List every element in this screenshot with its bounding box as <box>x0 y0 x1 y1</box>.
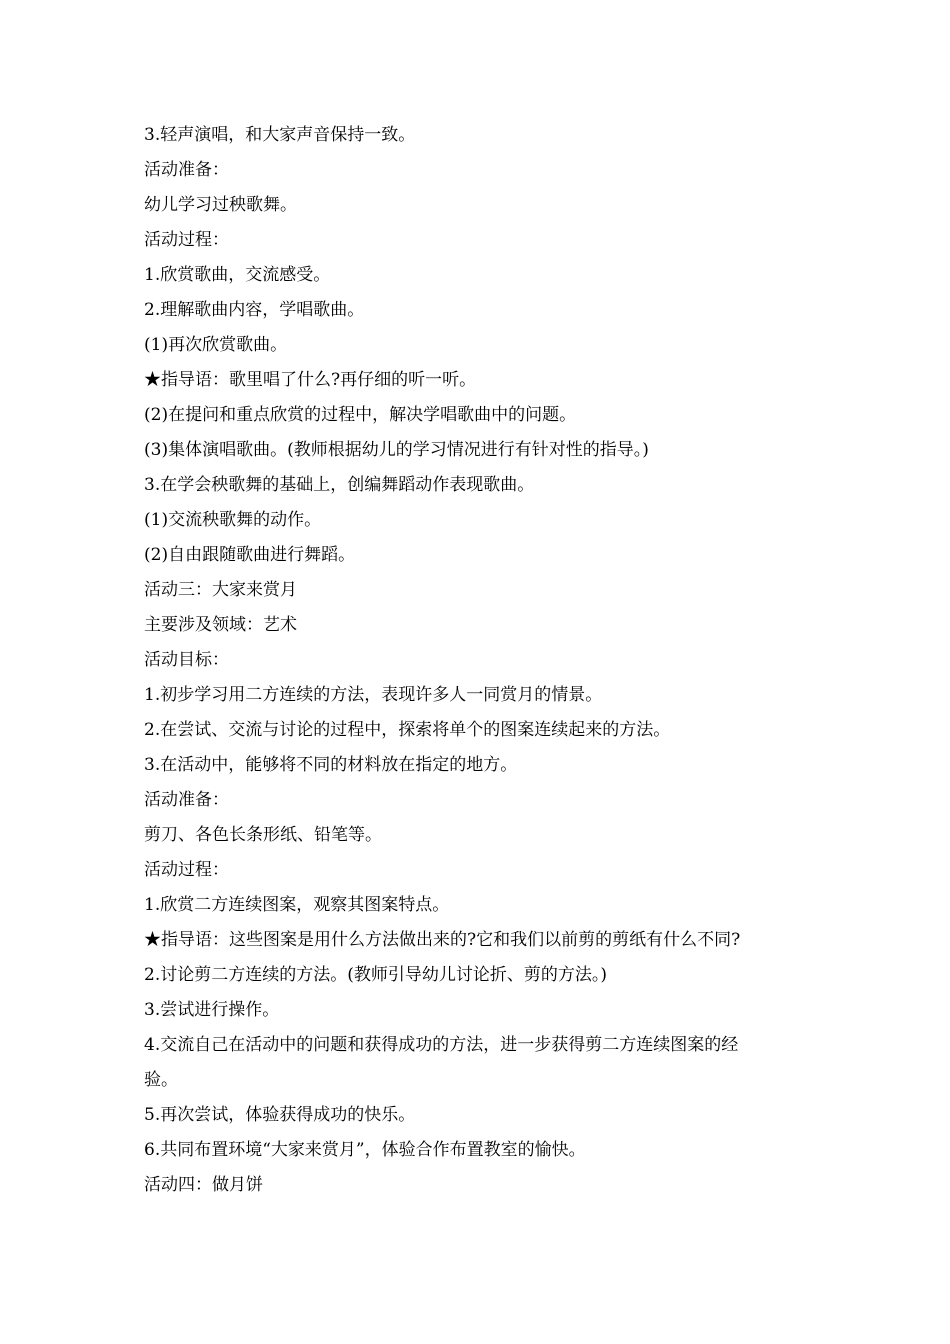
section-heading: 活动过程： <box>144 860 229 880</box>
text-line: 幼儿学习过秧歌舞。 <box>144 195 297 215</box>
guidance-line: ★指导语：歌里唱了什么?再仔细的听一听。 <box>144 370 477 390</box>
text-line: 5.再次尝试，体验获得成功的快乐。 <box>144 1105 416 1125</box>
activity-title: 活动四：做月饼 <box>144 1175 263 1195</box>
text-line: (2)自由跟随歌曲进行舞蹈。 <box>144 545 356 565</box>
text-line: 1.欣赏二方连续图案，观察其图案特点。 <box>144 895 450 915</box>
text-line: 剪刀、各色长条形纸、铅笔等。 <box>144 825 382 845</box>
activity-title: 活动三：大家来赏月 <box>144 580 297 600</box>
section-heading: 活动准备： <box>144 790 229 810</box>
section-heading: 活动准备： <box>144 160 229 180</box>
text-line: 2.在尝试、交流与讨论的过程中，探索将单个的图案连续起来的方法。 <box>144 720 671 740</box>
text-line: 2.理解歌曲内容，学唱歌曲。 <box>144 300 365 320</box>
text-line: 6.共同布置环境“大家来赏月”，体验合作布置教室的愉快。 <box>144 1140 586 1160</box>
text-line: (1)交流秧歌舞的动作。 <box>144 510 322 530</box>
text-line: (1)再次欣赏歌曲。 <box>144 335 288 355</box>
text-line: 2.讨论剪二方连续的方法。(教师引导幼儿讨论折、剪的方法。) <box>144 965 607 985</box>
text-line: 4.交流自己在活动中的问题和获得成功的方法，进一步获得剪二方连续图案的经 <box>144 1035 739 1055</box>
section-heading: 活动目标： <box>144 650 229 670</box>
document-body <box>144 118 824 1203</box>
guidance-line: ★指导语：这些图案是用什么方法做出来的?它和我们以前剪的剪纸有什么不同? <box>144 930 741 950</box>
text-line: 3.尝试进行操作。 <box>144 1000 280 1020</box>
text-line: 1.欣赏歌曲，交流感受。 <box>144 265 331 285</box>
text-line: 3.在学会秧歌舞的基础上，创编舞蹈动作表现歌曲。 <box>144 475 535 495</box>
text-line: 3.在活动中，能够将不同的材料放在指定的地方。 <box>144 755 518 775</box>
section-heading: 活动过程： <box>144 230 229 250</box>
text-line: 1.初步学习用二方连续的方法，表现许多人一同赏月的情景。 <box>144 685 603 705</box>
text-line: 主要涉及领域：艺术 <box>144 615 297 635</box>
text-line: (3)集体演唱歌曲。(教师根据幼儿的学习情况进行有针对性的指导。) <box>144 440 649 460</box>
text-line: 验。 <box>144 1070 178 1090</box>
text-line: 3.轻声演唱，和大家声音保持一致。 <box>144 125 416 145</box>
text-line: (2)在提问和重点欣赏的过程中，解决学唱歌曲中的问题。 <box>144 405 577 425</box>
